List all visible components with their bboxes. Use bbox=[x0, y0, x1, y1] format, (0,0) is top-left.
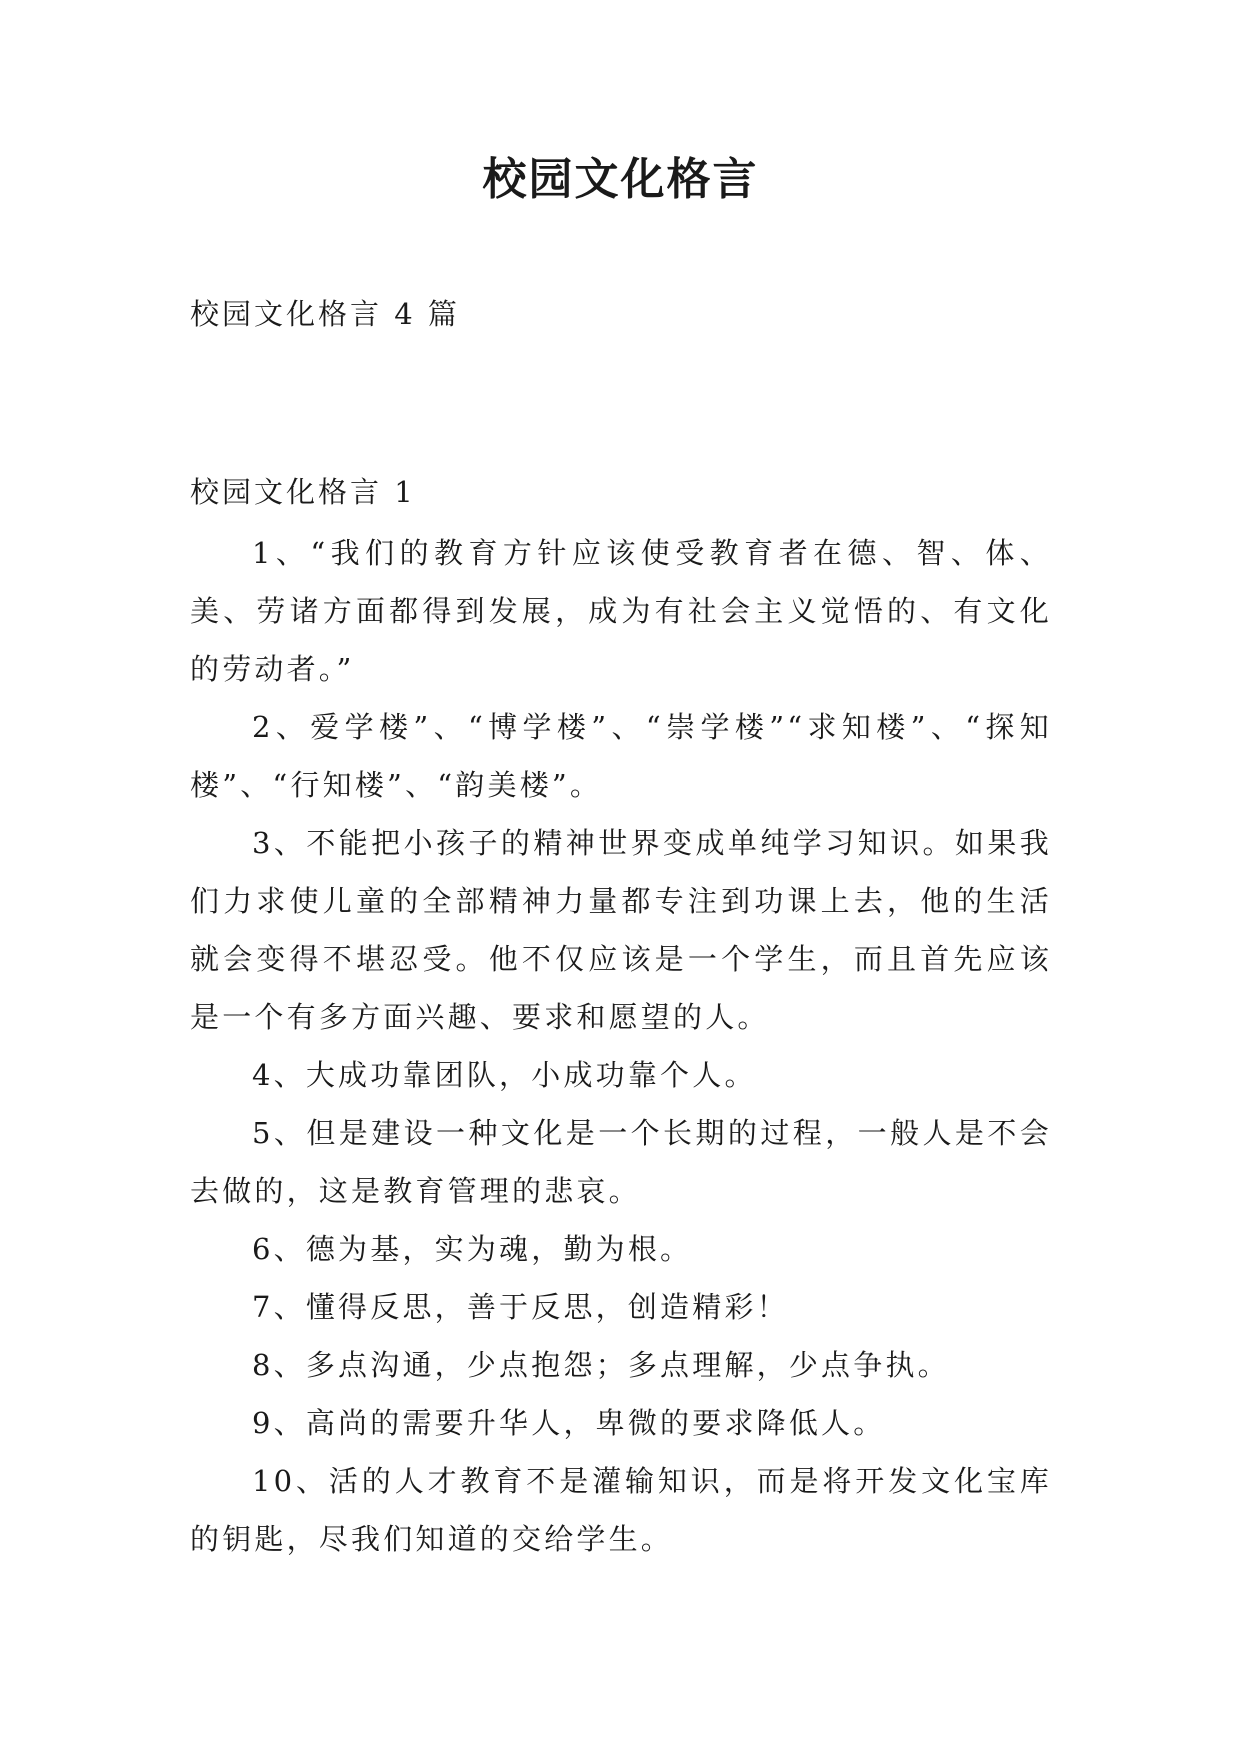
paragraph-4: 4、大成功靠团队，小成功靠个人。 bbox=[252, 1058, 757, 1092]
paragraph-6: 6、德为基，实为魂，勤为根。 bbox=[252, 1232, 693, 1266]
paragraph-7: 7、懂得反思，善于反思，创造精彩！ bbox=[252, 1290, 789, 1324]
paragraph-8: 8、多点沟通，少点抱怨；多点理解，少点争执。 bbox=[252, 1348, 950, 1382]
section-heading: 校园文化格言 1 bbox=[190, 475, 416, 509]
paragraph-2: 2、爱学楼”、“博学楼”、“崇学楼”“求知楼”、“探知楼”、“行知楼”、“韵美楼”。 bbox=[190, 710, 1052, 802]
paragraph-1: 1、“我们的教育方针应该使受教育者在德、智、体、美、劳诸方面都得到发展，成为有社会主义觉悟的、有文化的劳动者。” bbox=[190, 536, 1052, 686]
section-body bbox=[190, 524, 1052, 1568]
paragraph-3: 3、不能把小孩子的精神世界变成单纯学习知识。如果我们力求使儿童的全部精神力量都专注到功课上去，他的生活就会变得不堪忍受。他不仅应该是一个学生，而且首先应该是一个有多方面兴趣、要求和愿望的人。 bbox=[190, 826, 1052, 1034]
paragraph-10: 10、活的人才教育不是灌输知识，而是将开发文化宝库的钥匙，尽我们知道的交给学生。 bbox=[190, 1464, 1052, 1556]
paragraph-5: 5、但是建设一种文化是一个长期的过程，一般人是不会去做的，这是教育管理的悲哀。 bbox=[190, 1116, 1052, 1208]
paragraph-9: 9、高尚的需要升华人，卑微的要求降低人。 bbox=[252, 1406, 886, 1440]
document-subtitle: 校园文化格言 4 篇 bbox=[190, 297, 460, 331]
page-title: 校园文化格言 bbox=[482, 154, 759, 205]
